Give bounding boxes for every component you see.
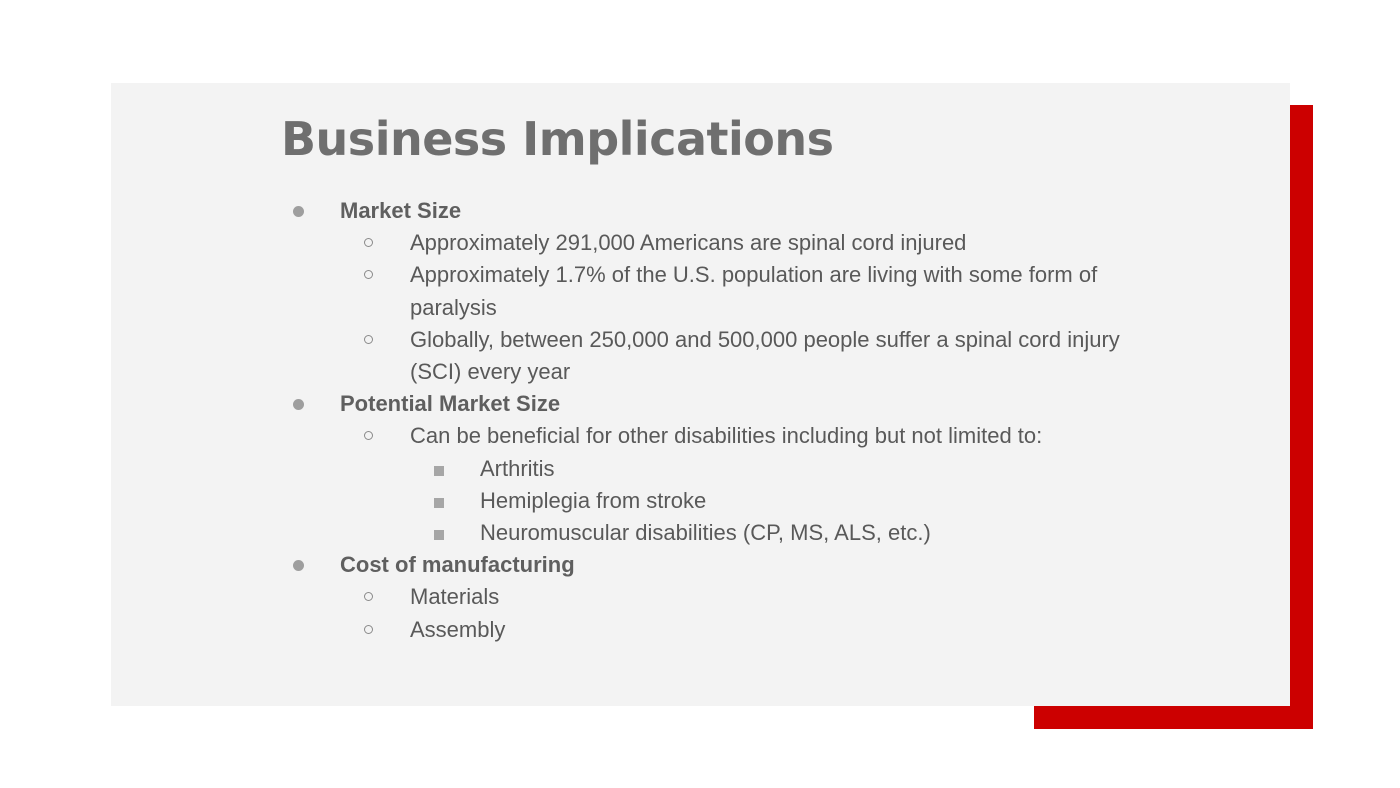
bullet-heading: Market Size [340,198,462,223]
bullet-item [280,195,1140,227]
circle-bullet-icon [364,238,373,247]
circle-bullet-icon [364,335,373,344]
sub-sub-bullet-item [280,453,1140,485]
sub-bullet-text: Materials [410,584,500,610]
sub-bullet-item [280,581,1140,613]
sub-sub-bullet-text: Arthritis [480,455,555,481]
sub-sub-bullet-item [280,485,1140,517]
sub-bullet-text: Can be beneficial for other disabilities including but not limited to: [410,423,1043,449]
sub-bullet-item [280,420,1140,452]
sub-bullet-item [280,259,1140,323]
bullet-item [280,388,1140,420]
circle-bullet-icon [364,270,373,279]
bullet-heading: Potential Market Size [340,391,561,417]
disc-bullet-icon [293,560,304,571]
sub-bullet-text: Approximately 291,000 Americans are spinal cord injured [410,230,967,256]
circle-bullet-icon [364,592,373,601]
bullet-list [280,195,1140,646]
bullet-heading: Cost of manufacturing [340,552,575,578]
square-bullet-icon [434,466,444,476]
disc-bullet-icon [293,399,304,410]
bullet-item [280,549,1140,581]
square-bullet-icon [434,530,444,540]
slide-title: Business Implications [281,112,834,166]
circle-bullet-icon [364,625,373,634]
disc-bullet-icon [293,206,304,217]
circle-bullet-icon [364,431,373,440]
sub-sub-bullet-text: Hemiplegia from stroke [480,487,707,513]
sub-sub-bullet-item [280,517,1140,549]
square-bullet-icon [434,498,444,508]
sub-bullet-text: Assembly [410,616,506,642]
sub-bullet-item [280,324,1140,388]
sub-sub-bullet-text: Neuromuscular disabilities (CP, MS, ALS, etc.) [480,520,931,546]
sub-bullet-item [280,227,1140,259]
sub-bullet-text: Approximately 1.7% of the U.S. population are living with some form of paralysis [410,262,1098,320]
sub-bullet-text: Globally, between 250,000 and 500,000 people suffer a spinal cord injury (SCI) every year [410,326,1120,385]
sub-bullet-item [280,614,1140,646]
